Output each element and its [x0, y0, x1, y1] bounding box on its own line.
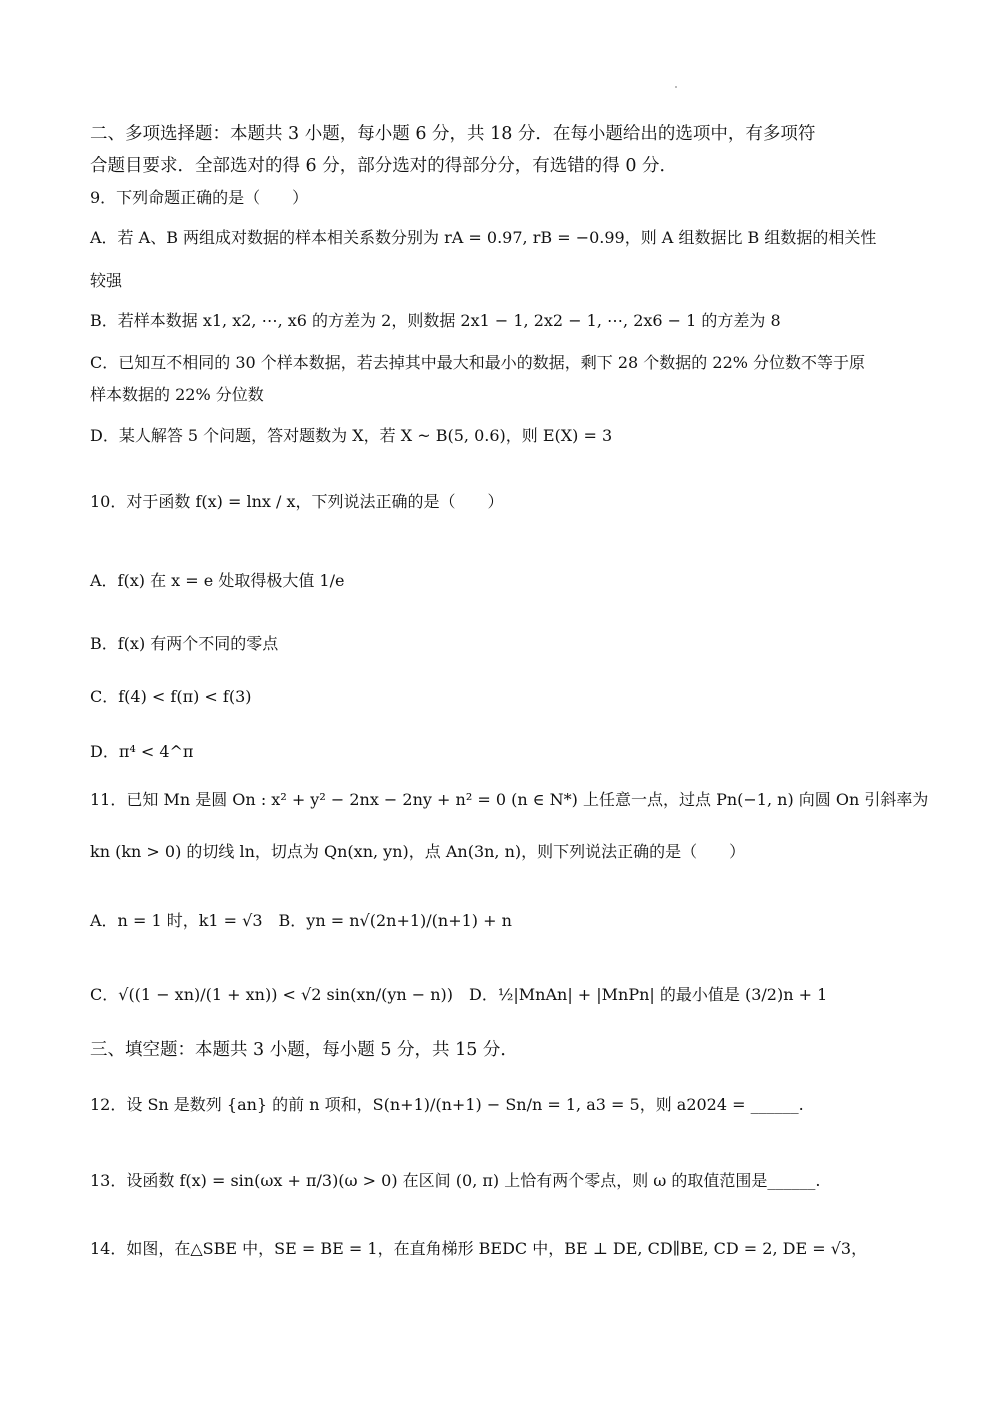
q9-option-d: D．某人解答 5 个问题，答对题数为 X，若 X ~ B(5, 0.6)，则 E(X) = 3: [90, 426, 613, 445]
section2-heading-line1: 二、多项选择题：本题共 3 小题，每小题 6 分，共 18 分．在每小题给出的选项中，有多项符: [90, 124, 816, 144]
q10-option-b: B．f(x) 有两个不同的零点: [90, 634, 279, 653]
q9-option-c-line1: C．已知互不相同的 30 个样本数据，若去掉其中最大和最小的数据，剩下 28 个数据的 22% 分位数不等于原: [90, 353, 866, 372]
q9-stem: 9．下列命题正确的是（ ）: [90, 188, 309, 207]
q10-option-d: D．π⁴ < 4^π: [90, 742, 194, 761]
q11-options-cd: C．√((1 − xn)/(1 + xn)) < √2 sin(xn/(yn − n)) D．½|MnAn| + |MnPn| 的最小值是 (3/2)n + 1: [90, 985, 828, 1004]
q9-option-a-line2: 较强: [90, 271, 123, 290]
q10-option-a: A．f(x) 在 x = e 处取得极大值 1/e: [90, 571, 345, 590]
q10-stem: 10．对于函数 f(x) = lnx / x，下列说法正确的是（ ）: [90, 492, 504, 511]
q12-stem: 12．设 Sn 是数列 {an} 的前 n 项和，S(n+1)/(n+1) − Sn/n = 1, a3 = 5，则 a2024 = ______.: [90, 1095, 804, 1114]
section3-heading: 三、填空题：本题共 3 小题，每小题 5 分，共 15 分．: [90, 1040, 518, 1060]
q9-option-a-line1: A．若 A、B 两组成对数据的样本相关系数分别为 rA = 0.97, rB = −0.99，则 A 组数据比 B 组数据的相关性: [90, 228, 877, 247]
q9-option-c-line2: 样本数据的 22% 分位数: [90, 385, 264, 404]
q9-option-b: B．若样本数据 x1, x2, ⋯, x6 的方差为 2，则数据 2x1 − 1, 2x2 − 1, ⋯, 2x6 − 1 的方差为 8: [90, 311, 781, 330]
q11-stem-line2: kn (kn > 0) 的切线 ln，切点为 Qn(xn, yn)，点 An(3n, n)，则下列说法正确的是（ ）: [90, 842, 746, 861]
scan-dot: [675, 86, 677, 88]
q10-option-c: C．f(4) < f(π) < f(3): [90, 687, 252, 706]
section2-heading-line2: 合题目要求．全部选对的得 6 分，部分选对的得部分分，有选错的得 0 分．: [90, 156, 678, 176]
q11-stem-line1: 11．已知 Mn 是圆 On : x² + y² − 2nx − 2ny + n² = 0 (n ∈ N*) 上任意一点，过点 Pn(−1, n) 向圆 On 引斜率为: [90, 790, 929, 809]
q14-stem: 14．如图，在△SBE 中，SE = BE = 1，在直角梯形 BEDC 中，BE ⊥ DE, CD∥BE, CD = 2, DE = √3，: [90, 1239, 868, 1258]
q11-options-ab: A．n = 1 时，k1 = √3 B．yn = n√(2n+1)/(n+1) + n: [90, 911, 512, 930]
q13-stem: 13．设函数 f(x) = sin(ωx + π/3)(ω > 0) 在区间 (0, π) 上恰有两个零点，则 ω 的取值范围是______.: [90, 1171, 821, 1190]
